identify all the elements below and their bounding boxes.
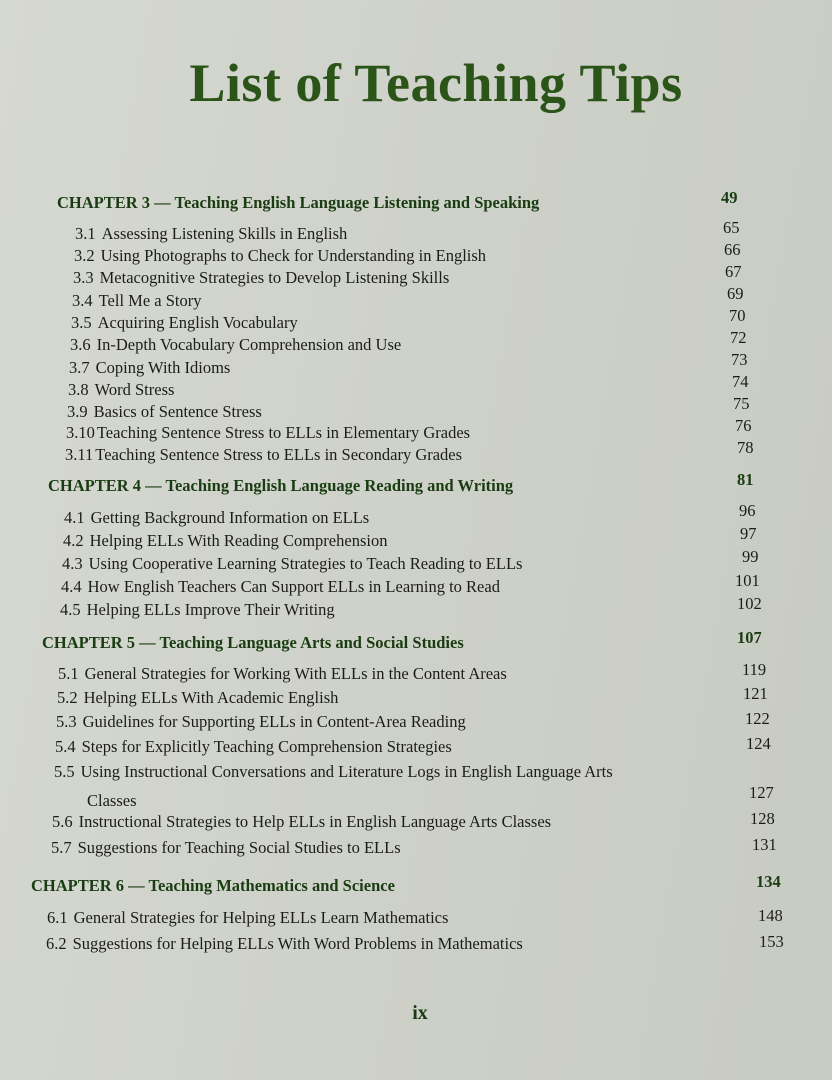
item-text: Teaching Sentence Stress to ELLs in Secondary Grades bbox=[95, 445, 463, 464]
item-number: 5.5 bbox=[54, 762, 75, 781]
item-number: 5.6 bbox=[52, 812, 73, 831]
item-page-number: 69 bbox=[727, 284, 744, 303]
item-page-number: 153 bbox=[759, 932, 784, 951]
item-text-continuation: Classes bbox=[87, 791, 137, 810]
item-number: 6.2 bbox=[46, 934, 67, 953]
item-page-number: 128 bbox=[750, 809, 775, 828]
item-number: 4.1 bbox=[64, 508, 85, 527]
list-item bbox=[63, 531, 387, 551]
list-item bbox=[54, 762, 613, 782]
list-item bbox=[55, 737, 452, 757]
item-text: Using Cooperative Learning Strategies to Teach Reading to ELLs bbox=[88, 554, 523, 573]
list-item bbox=[47, 908, 448, 928]
item-number: 3.1 bbox=[75, 224, 96, 243]
item-text: Acquiring English Vocabulary bbox=[97, 313, 298, 332]
item-text: Suggestions for Helping ELLs With Word Problems in Mathematics bbox=[72, 934, 523, 953]
list-item bbox=[64, 508, 369, 528]
item-text: Word Stress bbox=[94, 380, 175, 399]
item-text: Using Photographs to Check for Understanding in English bbox=[100, 246, 487, 265]
item-number: 3.2 bbox=[74, 246, 95, 265]
item-page-number: 122 bbox=[745, 709, 770, 728]
list-item bbox=[66, 423, 470, 443]
item-number: 3.10 bbox=[66, 423, 95, 442]
item-text: General Strategies for Working With ELLs in the Content Areas bbox=[84, 664, 507, 683]
chapter-page-number: 81 bbox=[737, 470, 754, 489]
item-number: 3.4 bbox=[72, 291, 93, 310]
item-number: 5.7 bbox=[51, 838, 72, 857]
item-text: General Strategies for Helping ELLs Learn Mathematics bbox=[73, 908, 449, 927]
item-page-number: 101 bbox=[735, 571, 760, 590]
item-page-number: 127 bbox=[749, 783, 774, 802]
item-text: In-Depth Vocabulary Comprehension and Use bbox=[96, 335, 402, 354]
list-item bbox=[73, 268, 449, 288]
item-number: 4.2 bbox=[63, 531, 84, 550]
item-page-number: 119 bbox=[742, 660, 767, 679]
item-page-number: 66 bbox=[724, 240, 741, 259]
item-page-number: 131 bbox=[752, 835, 777, 854]
item-text: Coping With Idioms bbox=[95, 358, 231, 377]
chapter-page-number: 107 bbox=[737, 628, 762, 647]
item-text: Tell Me a Story bbox=[98, 291, 202, 310]
item-page-number: 73 bbox=[731, 350, 748, 369]
item-text: Helping ELLs With Reading Comprehension bbox=[89, 531, 388, 550]
list-item bbox=[51, 838, 401, 858]
item-number: 3.7 bbox=[69, 358, 90, 377]
item-number: 5.1 bbox=[58, 664, 79, 683]
item-page-number: 96 bbox=[739, 501, 756, 520]
item-text: Basics of Sentence Stress bbox=[93, 402, 262, 421]
item-page-number: 121 bbox=[743, 684, 768, 703]
page-folio: ix bbox=[412, 1002, 428, 1024]
item-page-number: 65 bbox=[723, 218, 740, 237]
chapter-page-number: 134 bbox=[756, 872, 781, 891]
item-number: 5.3 bbox=[56, 712, 77, 731]
list-item bbox=[62, 554, 522, 574]
item-number: 5.2 bbox=[57, 688, 78, 707]
item-page-number: 70 bbox=[729, 306, 746, 325]
item-text: Steps for Explicitly Teaching Comprehension Strategies bbox=[81, 737, 452, 756]
chapter-heading: CHAPTER 6 — Teaching Mathematics and Science bbox=[31, 876, 395, 895]
list-item bbox=[69, 358, 230, 378]
item-page-number: 102 bbox=[737, 594, 762, 613]
item-number: 3.11 bbox=[65, 445, 94, 464]
list-item bbox=[57, 688, 338, 708]
chapter-heading: CHAPTER 3 — Teaching English Language Listening and Speaking bbox=[57, 193, 540, 212]
item-page-number: 99 bbox=[742, 547, 759, 566]
item-text: Guidelines for Supporting ELLs in Content-Area Reading bbox=[82, 712, 466, 731]
chapter-page-number: 49 bbox=[721, 188, 738, 207]
item-text: Getting Background Information on ELLs bbox=[90, 508, 370, 527]
item-number: 5.4 bbox=[55, 737, 76, 756]
chapter-heading: CHAPTER 5 — Teaching Language Arts and Social Studies bbox=[42, 633, 464, 652]
item-text: Using Instructional Conversations and Literature Logs in English Language Arts bbox=[80, 762, 613, 781]
list-item bbox=[70, 335, 401, 355]
item-text: Instructional Strategies to Help ELLs in English Language Arts Classes bbox=[78, 812, 552, 831]
item-number: 4.3 bbox=[62, 554, 83, 573]
list-item-continuation bbox=[87, 791, 137, 811]
item-page-number: 97 bbox=[740, 524, 757, 543]
item-text: Metacognitive Strategies to Develop Listening Skills bbox=[99, 268, 450, 287]
list-item bbox=[46, 934, 523, 954]
list-item bbox=[71, 313, 298, 333]
item-text: Helping ELLs Improve Their Writing bbox=[86, 600, 335, 619]
list-item bbox=[75, 224, 347, 244]
list-item bbox=[65, 445, 462, 465]
item-number: 3.9 bbox=[67, 402, 88, 421]
item-text: Teaching Sentence Stress to ELLs in Elementary Grades bbox=[96, 423, 471, 442]
list-item bbox=[61, 577, 500, 597]
list-item bbox=[58, 664, 507, 684]
list-item bbox=[74, 246, 486, 266]
item-number: 3.3 bbox=[73, 268, 94, 287]
item-text: How English Teachers Can Support ELLs in Learning to Read bbox=[87, 577, 500, 596]
item-page-number: 76 bbox=[735, 416, 752, 435]
item-text: Helping ELLs With Academic English bbox=[83, 688, 339, 707]
page-title: List of Teaching Tips bbox=[189, 53, 683, 113]
item-page-number: 124 bbox=[746, 734, 771, 753]
item-number: 4.5 bbox=[60, 600, 81, 619]
item-text: Suggestions for Teaching Social Studies to ELLs bbox=[77, 838, 401, 857]
item-text: Assessing Listening Skills in English bbox=[101, 224, 348, 243]
list-item bbox=[52, 812, 551, 832]
item-page-number: 148 bbox=[758, 906, 783, 925]
list-item bbox=[68, 380, 174, 400]
list-item bbox=[60, 600, 335, 620]
item-number: 4.4 bbox=[61, 577, 82, 596]
item-page-number: 72 bbox=[730, 328, 747, 347]
chapter-heading: CHAPTER 4 — Teaching English Language Reading and Writing bbox=[48, 476, 514, 495]
item-number: 3.6 bbox=[70, 335, 91, 354]
item-page-number: 78 bbox=[737, 438, 754, 457]
list-item bbox=[67, 402, 262, 422]
item-number: 3.5 bbox=[71, 313, 92, 332]
item-page-number: 67 bbox=[725, 262, 742, 281]
list-item bbox=[72, 291, 202, 311]
item-number: 6.1 bbox=[47, 908, 68, 927]
item-number: 3.8 bbox=[68, 380, 89, 399]
item-page-number: 74 bbox=[732, 372, 749, 391]
item-page-number: 75 bbox=[733, 394, 750, 413]
list-item bbox=[56, 712, 466, 732]
